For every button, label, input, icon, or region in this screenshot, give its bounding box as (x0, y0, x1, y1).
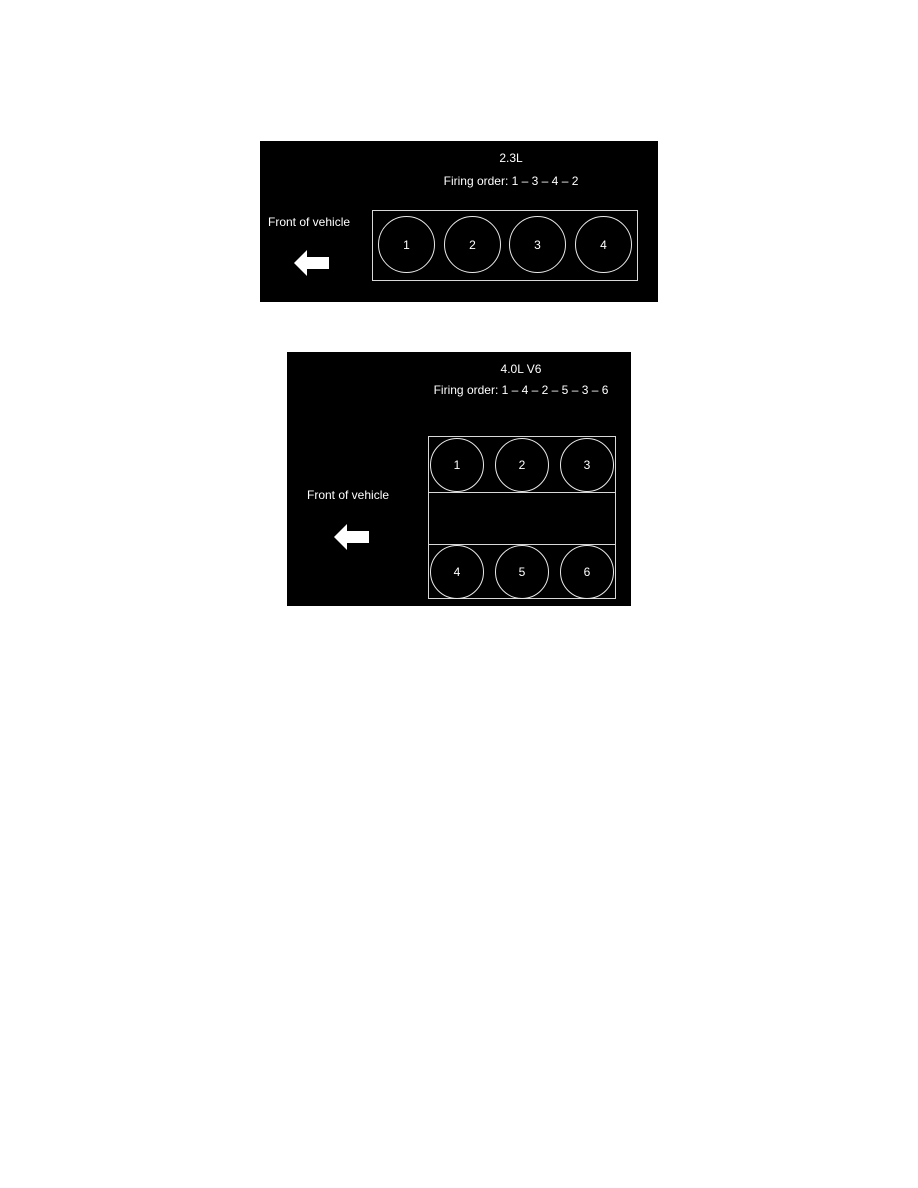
firing-order-label: Firing order: (443, 174, 509, 188)
firing-order-diagram-2-3l (260, 141, 658, 302)
firing-order-sequence: 1 – 4 – 2 – 5 – 3 – 6 (501, 383, 609, 397)
cylinder-4: 4 (575, 216, 632, 273)
left-arrow-icon (334, 524, 370, 550)
firing-order-diagram-4-0l-v6 (287, 352, 631, 606)
cylinder-1: 1 (430, 438, 484, 492)
left-arrow-icon (294, 250, 330, 276)
cylinder-1: 1 (378, 216, 435, 273)
bank-divider-top (428, 492, 616, 493)
cylinder-3: 3 (509, 216, 566, 273)
cylinder-2: 2 (444, 216, 501, 273)
front-of-vehicle-label: Front of vehicle (307, 488, 390, 502)
firing-order-line (444, 174, 579, 188)
cylinder-3: 3 (560, 438, 614, 492)
firing-order-label: Firing order: (433, 383, 499, 397)
engine-title: 4.0L V6 (500, 362, 542, 376)
cylinder-5: 5 (495, 545, 549, 599)
engine-title: 2.3L (499, 151, 523, 165)
cylinder-4: 4 (430, 545, 484, 599)
cylinder-2: 2 (495, 438, 549, 492)
front-of-vehicle-label: Front of vehicle (268, 215, 351, 229)
firing-order-line (434, 383, 609, 397)
firing-order-sequence: 1 – 3 – 4 – 2 (511, 174, 579, 188)
cylinder-6: 6 (560, 545, 614, 599)
